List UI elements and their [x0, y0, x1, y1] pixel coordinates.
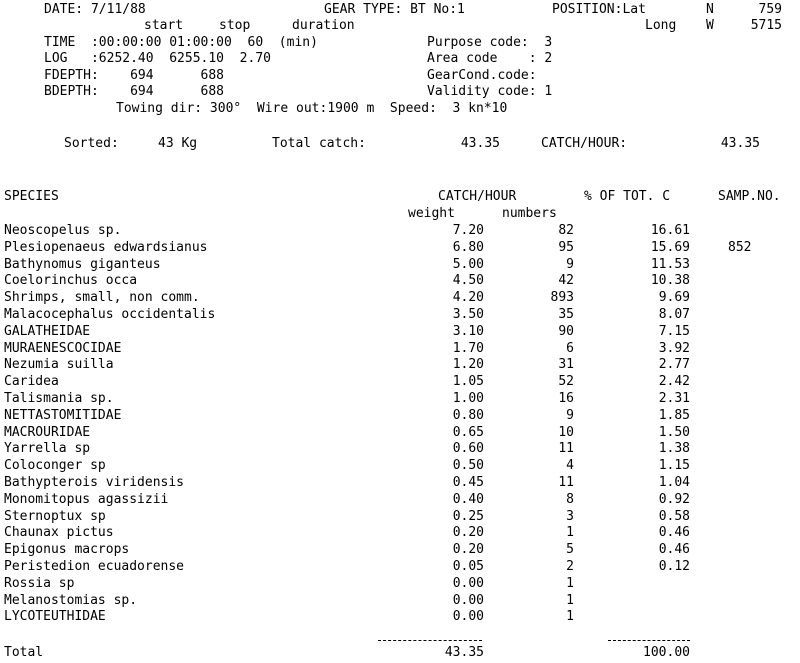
pct-cell: 3.92	[658, 340, 690, 356]
numbers-cell: 35	[558, 307, 574, 322]
table-row	[0, 341, 800, 357]
catch-per-hour-label: CATCH/HOUR:	[541, 136, 628, 151]
samp-cell: 852	[728, 239, 752, 255]
species-name: Coelorinchus occa	[4, 273, 138, 289]
pct-cell: 7.15	[658, 323, 690, 339]
species-name: Monomitopus agassizii	[4, 491, 169, 507]
validity-code: Validity code: 1	[427, 84, 553, 99]
numbers-cell: 11	[558, 475, 574, 490]
weight-cell: 0.20	[452, 542, 484, 558]
pct-cell: 2.77	[658, 357, 690, 373]
table-row	[0, 441, 800, 457]
weight-cell: 0.40	[452, 491, 484, 507]
numbers-cell: 8	[566, 491, 574, 507]
time-row: TIME :00:00:00 01:00:00 60 (min)	[44, 35, 318, 50]
table-row	[0, 609, 800, 625]
species-name: NETTASTOMITIDAE	[4, 407, 122, 423]
pct-cell: 1.04	[658, 475, 690, 490]
table-row	[0, 458, 800, 474]
numbers-cell: 31	[558, 357, 574, 373]
species-name: Chaunax pictus	[4, 525, 114, 541]
table-row	[0, 357, 800, 373]
weight-cell: 0.05	[452, 559, 484, 574]
table-row	[0, 492, 800, 508]
species-name: Yarrella sp	[4, 441, 91, 457]
table-row	[0, 475, 800, 491]
date-field: DATE: 7/11/88	[44, 2, 146, 17]
species-name: MURAENESCOCIDAE	[4, 340, 122, 356]
numbers-cell: 1	[566, 609, 574, 625]
pct-cell: 1.50	[658, 424, 690, 440]
pct-cell: 9.69	[658, 290, 690, 306]
pct-cell: 11.53	[650, 256, 690, 272]
species-name: Caridea	[4, 374, 59, 390]
species-name: Talismania sp.	[4, 391, 114, 406]
numbers-cell: 82	[558, 223, 574, 238]
pct-total-header: % OF TOT. C	[584, 189, 671, 204]
weight-cell: 7.20	[452, 223, 484, 238]
species-name: Epigonus macrops	[4, 542, 130, 558]
table-row	[0, 408, 800, 424]
numbers-cell: 5	[566, 542, 574, 558]
numbers-cell: 42	[558, 273, 574, 289]
numbers-cell: 3	[566, 508, 574, 524]
weight-cell: 0.00	[452, 592, 484, 608]
numbers-cell: 893	[550, 290, 574, 306]
total-weight: 43.35	[444, 645, 484, 660]
bdepth-row: BDEPTH: 694 688	[44, 84, 225, 99]
weight-total-rule	[378, 640, 482, 641]
numbers-cell: 1	[566, 592, 574, 608]
total-pct: 100.00	[643, 645, 690, 660]
towing-row: Towing dir: 300° Wire out:1900 m Speed: 3 kn*10	[116, 101, 508, 116]
weight-cell: 1.70	[452, 340, 484, 356]
table-row	[0, 391, 800, 407]
table-row	[0, 374, 800, 390]
weight-cell: 4.20	[452, 290, 484, 306]
species-name: Sternoptux sp	[4, 508, 106, 524]
long-label: Long	[645, 18, 677, 33]
samp-no-header: SAMP.NO.	[718, 189, 781, 204]
pct-cell: 10.38	[650, 273, 690, 289]
weight-cell: 1.20	[452, 357, 484, 373]
total-catch-value: 43.35	[460, 136, 500, 151]
pct-cell: 16.61	[650, 223, 690, 238]
table-row	[0, 509, 800, 525]
table-row	[0, 307, 800, 323]
pct-cell: 2.42	[658, 374, 690, 390]
weight-cell: 5.00	[452, 256, 484, 272]
table-row	[0, 324, 800, 340]
table-row	[0, 257, 800, 273]
table-row	[0, 425, 800, 441]
species-name: Peristedion ecuadorense	[4, 559, 185, 574]
pct-cell: 1.38	[658, 441, 690, 457]
weight-cell: 0.00	[452, 575, 484, 591]
species-name: LYCOTEUTHIDAE	[4, 609, 106, 625]
table-row	[0, 559, 800, 575]
numbers-cell: 52	[558, 374, 574, 390]
long-direction: W	[706, 18, 714, 33]
pct-total-rule	[608, 640, 690, 641]
numbers-header: numbers	[502, 206, 557, 221]
col-duration-header: duration	[292, 18, 355, 33]
col-start-header: start	[144, 18, 184, 33]
weight-cell: 0.65	[452, 424, 484, 440]
weight-cell: 0.50	[452, 458, 484, 474]
area-code: Area code : 2	[427, 51, 553, 66]
weight-cell: 0.20	[452, 525, 484, 541]
sorted-value: 43 Kg	[158, 136, 198, 151]
numbers-cell: 9	[566, 256, 574, 272]
species-header: SPECIES	[4, 189, 59, 204]
species-name: Plesiopenaeus edwardsianus	[4, 239, 208, 255]
gearcond-code: GearCond.code:	[427, 68, 537, 83]
numbers-cell: 9	[566, 407, 574, 423]
pct-cell: 8.07	[658, 307, 690, 322]
species-name: Neoscopelus sp.	[4, 223, 122, 238]
table-row	[0, 542, 800, 558]
table-row	[0, 525, 800, 541]
pct-cell: 0.46	[658, 542, 690, 558]
weight-header: weight	[408, 206, 455, 221]
table-row	[0, 576, 800, 592]
position-label: POSITION:Lat	[552, 2, 646, 17]
catch-per-hour-value: 43.35	[720, 136, 760, 151]
numbers-cell: 4	[566, 458, 574, 474]
weight-cell: 1.00	[452, 391, 484, 406]
table-row	[0, 273, 800, 289]
lat-direction: N	[706, 2, 714, 17]
numbers-cell: 1	[566, 575, 574, 591]
numbers-cell: 16	[558, 391, 574, 406]
numbers-cell: 2	[566, 559, 574, 574]
sorted-label: Sorted:	[64, 136, 119, 151]
table-row	[0, 223, 800, 239]
numbers-cell: 6	[566, 340, 574, 356]
numbers-cell: 1	[566, 525, 574, 541]
long-value: 5715	[750, 18, 782, 33]
numbers-cell: 95	[558, 239, 574, 255]
species-name: Coloconger sp	[4, 458, 106, 474]
total-catch-label: Total catch:	[272, 136, 366, 151]
log-row: LOG :6252.40 6255.10 2.70	[44, 51, 271, 66]
species-name: Malacocephalus occidentalis	[4, 307, 216, 322]
col-stop-header: stop	[219, 18, 251, 33]
numbers-cell: 10	[558, 424, 574, 440]
weight-cell: 6.80	[452, 239, 484, 255]
weight-cell: 0.25	[452, 508, 484, 524]
species-name: Nezumia suilla	[4, 357, 114, 373]
weight-cell: 0.45	[452, 475, 484, 490]
pct-cell: 1.15	[658, 458, 690, 474]
weight-cell: 3.50	[452, 307, 484, 322]
pct-cell: 2.31	[658, 391, 690, 406]
species-name: Shrimps, small, non comm.	[4, 290, 200, 306]
weight-cell: 0.60	[452, 441, 484, 457]
numbers-cell: 90	[558, 323, 574, 339]
catch-hour-header: CATCH/HOUR	[438, 189, 517, 204]
species-name: Rossia sp	[4, 575, 75, 591]
table-row	[0, 593, 800, 609]
purpose-code: Purpose code: 3	[427, 35, 553, 50]
species-name: Bathypterois viridensis	[4, 475, 185, 490]
lat-value: 759	[758, 2, 782, 17]
pct-cell: 0.58	[658, 508, 690, 524]
table-row	[0, 240, 800, 256]
pct-cell: 1.85	[658, 407, 690, 423]
fdepth-row: FDEPTH: 694 688	[44, 68, 225, 83]
table-row	[0, 290, 800, 306]
pct-cell: 0.92	[658, 491, 690, 507]
species-name: GALATHEIDAE	[4, 323, 91, 339]
pct-cell: 0.46	[658, 525, 690, 541]
gear-type-field: GEAR TYPE: BT No:1	[324, 2, 465, 17]
species-name: Bathynomus giganteus	[4, 256, 161, 272]
weight-cell: 1.05	[452, 374, 484, 390]
weight-cell: 0.80	[452, 407, 484, 423]
weight-cell: 0.00	[452, 609, 484, 625]
pct-cell: 15.69	[650, 239, 690, 255]
weight-cell: 4.50	[452, 273, 484, 289]
numbers-cell: 11	[558, 441, 574, 457]
weight-cell: 3.10	[452, 323, 484, 339]
species-name: MACROURIDAE	[4, 424, 91, 440]
total-label: Total	[4, 645, 44, 660]
species-name: Melanostomias sp.	[4, 592, 138, 608]
pct-cell: 0.12	[658, 559, 690, 574]
